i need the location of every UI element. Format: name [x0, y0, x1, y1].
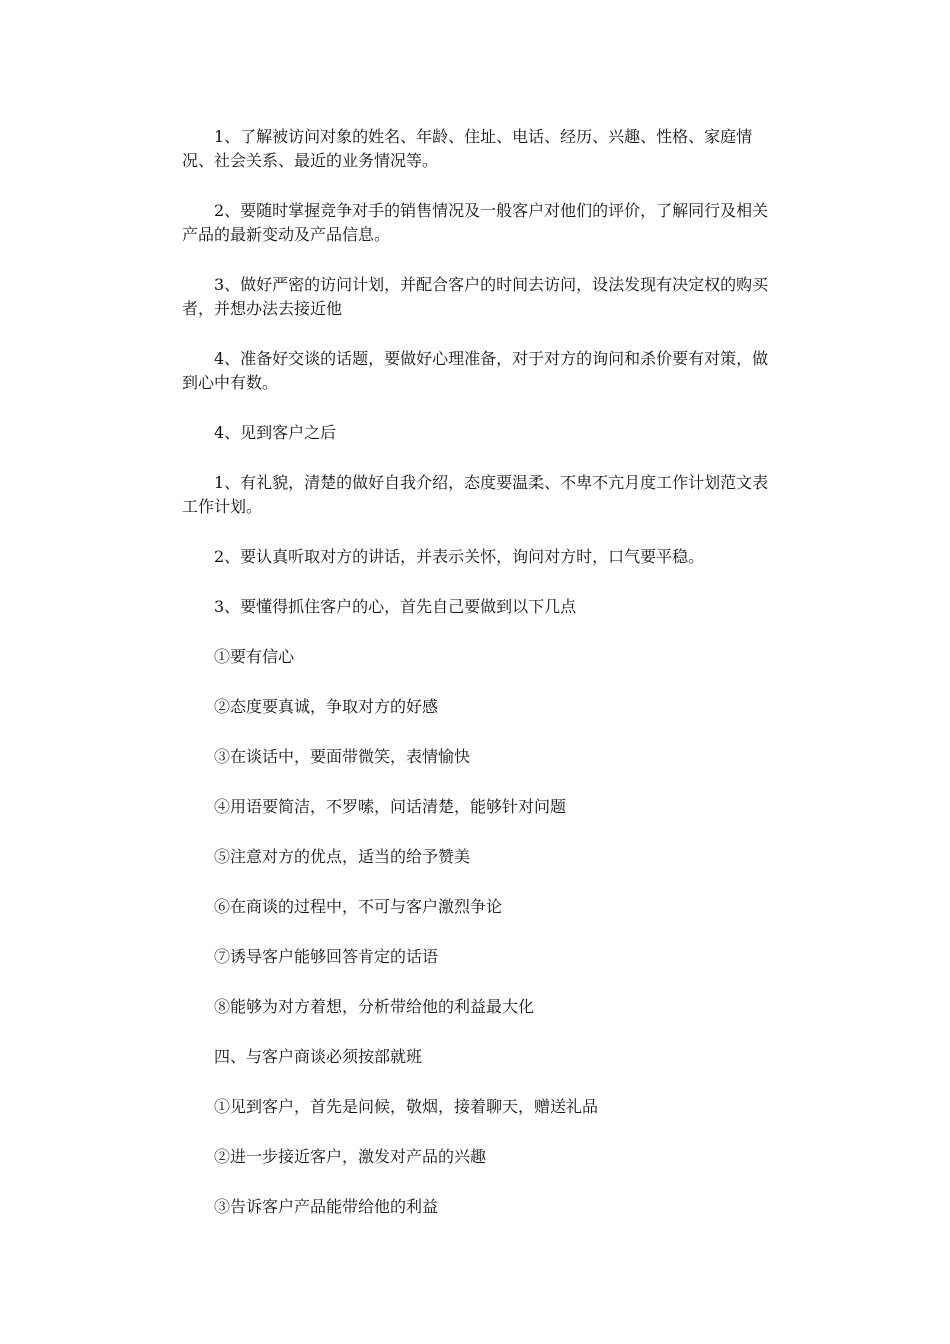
list-item: ②态度要真诚，争取对方的好感: [214, 697, 439, 716]
section-heading: 4、见到客户之后: [214, 423, 337, 442]
list-item: ①见到客户，首先是问候，敬烟，接着聊天，赠送礼品: [214, 1097, 599, 1116]
list-item: ⑤注意对方的优点，适当的给予赞美: [214, 847, 471, 866]
list-item: ⑦诱导客户能够回答肯定的话语: [214, 947, 439, 966]
list-item: ③告诉客户产品能带给他的利益: [214, 1197, 439, 1216]
paragraph: 4、准备好交谈的话题，要做好心理准备，对于对方的询问和杀价要有对策，做到心中有数。: [182, 349, 769, 392]
paragraph: 2、要随时掌握竞争对手的销售情况及一般客户对他们的评价，了解同行及相关产品的最新变动及产品信息。: [182, 201, 769, 244]
list-item: ④用语要简洁，不罗嗦，问话清楚，能够针对问题: [214, 797, 567, 816]
paragraph: 2、要认真听取对方的讲话，并表示关怀，询问对方时，口气要平稳。: [214, 547, 705, 566]
list-item: ⑥在商谈的过程中，不可与客户激烈争论: [214, 897, 503, 916]
paragraph: 3、做好严密的访问计划，并配合客户的时间去访问，设法发现有决定权的购买者，并想办法去接近他: [182, 275, 769, 318]
paragraph: 1、了解被访问对象的姓名、年龄、住址、电话、经历、兴趣、性格、家庭情况、社会关系、最近的业务情况等。: [182, 127, 753, 170]
list-item: ②进一步接近客户，激发对产品的兴趣: [214, 1147, 487, 1166]
paragraph: 1、有礼貌，清楚的做好自我介绍，态度要温柔、不卑不亢月度工作计划范文表工作计划。: [182, 473, 769, 516]
list-item: ⑧能够为对方着想，分析带给他的利益最大化: [214, 997, 535, 1016]
paragraph: 3、要懂得抓住客户的心，首先自己要做到以下几点: [214, 597, 577, 616]
list-item: ①要有信心: [214, 647, 295, 666]
document-body: [182, 125, 782, 1245]
list-item: ③在谈话中，要面带微笑，表情愉快: [214, 747, 471, 766]
section-heading: 四、与客户商谈必须按部就班: [214, 1047, 423, 1066]
